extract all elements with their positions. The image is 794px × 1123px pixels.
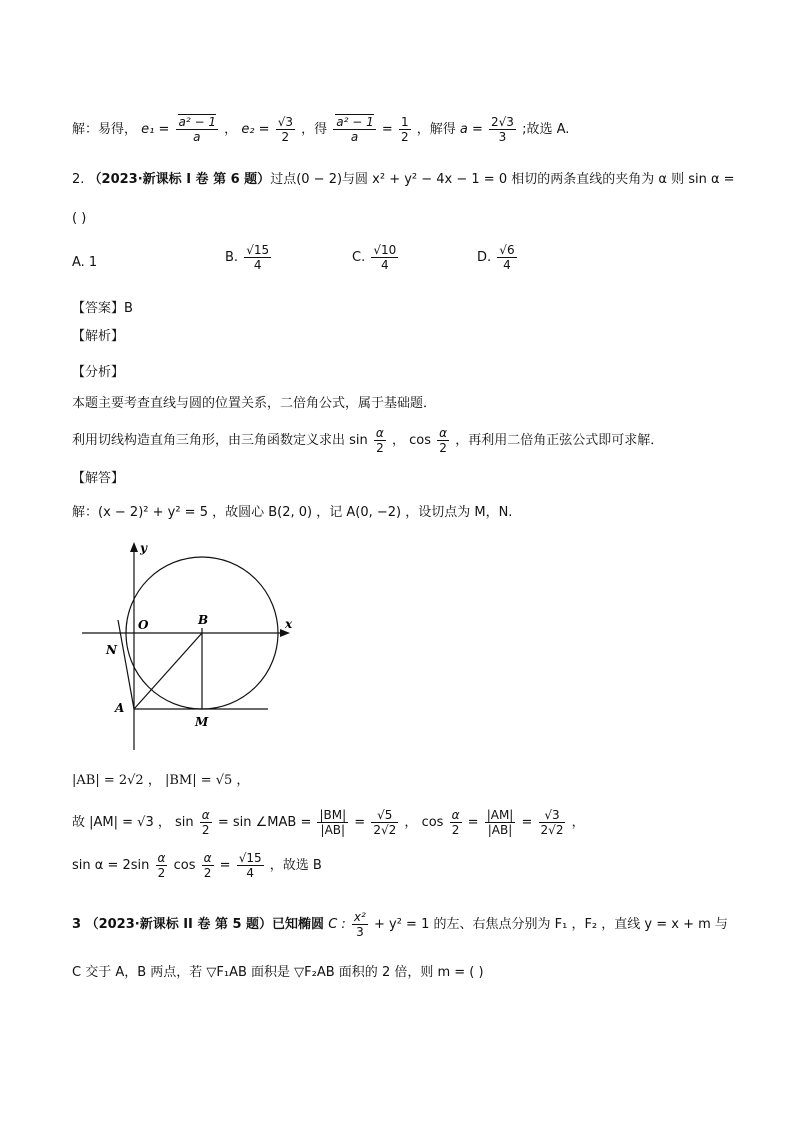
circle-tangent-figure: [78, 540, 308, 755]
text: ，: [224, 122, 238, 137]
label-y: y: [140, 541, 147, 555]
fraction: $\frac{√3}{2}$: [277, 115, 293, 144]
jieda-heading: 【解答】: [72, 471, 125, 486]
option-d: D. $\frac{√6}{4}$: [477, 243, 515, 272]
e2-symbol: e₂ =: [241, 122, 270, 137]
equals: =: [381, 122, 393, 137]
sqrt: a² − 1: [178, 115, 217, 129]
question-2: [72, 170, 735, 190]
fenxi-line-1: 本题主要考查直线与圆的位置关系，二倍角公式，属于基础题．: [72, 396, 437, 411]
question-3-source: 3 （2023·新课标 II 卷 第 5 题）已知椭圆: [72, 917, 325, 932]
text: ，解得: [416, 122, 456, 137]
question-source: （2023·新课标 I 卷 第 6 题）: [88, 172, 271, 187]
option-c: C. $\frac{√10}{4}$: [352, 243, 397, 272]
jieda-line-1: 解：(x − 2)² + y² = 5 ，故圆心 B(2, 0) ，记 A(0, −2) ，设切点为 M，N.: [72, 505, 513, 520]
e1-symbol: e₁ =: [141, 122, 170, 137]
fraction: $\frac{\text{a² − 1}}{a}$: [176, 115, 218, 144]
y-arrow-icon: [130, 542, 138, 552]
question-text: 过点(0 − 2)与圆 x² + y² − 4x − 1 = 0 相切的两条直线的夹角为 α 则 sin α =: [270, 172, 735, 187]
length-line: |AB| = 2√2 ， |BM| = √5 ，: [72, 773, 250, 788]
answer: 【答案】B: [72, 301, 133, 316]
label-b: B: [198, 613, 209, 627]
fenxi-heading: 【分析】: [72, 365, 125, 380]
question-number: 2.: [72, 172, 85, 187]
fraction-half: $\frac{1}{2}$: [400, 115, 409, 144]
solution-line-1: [72, 115, 569, 144]
label-x: x: [285, 617, 293, 631]
label-m: M: [195, 715, 209, 729]
question-3-line-1: 3 （2023·新课标 II 卷 第 5 题）已知椭圆 C : $\frac{\text{x²}}{3}$ + y² = 1 的左、右焦点分别为 F₁ ，F₂ ，直线 y = x + m 与: [72, 910, 728, 939]
sin-half-line: 故 |AM| = √3 ， sin $\frac{\alpha}{2}$ = sin ∠MAB = $\frac{|BM|}{|AB|}$ = $\frac{√5}{2√2}$ ， cos $\frac{\alpha}{2}$ = $\frac{|AM|}{|AB|}$ = $\frac{√3}{2√2}$ ，: [72, 808, 585, 837]
label-o: O: [138, 618, 149, 632]
fraction-answer: $\frac{2√3}{3}$: [491, 115, 514, 144]
label-n: N: [106, 643, 117, 657]
text: ;故选 A.: [522, 122, 570, 137]
question-3-line-2: C 交于 A，B 两点，若 ▽F₁AB 面积是 ▽F₂AB 面积的 2 倍，则 m = ( ): [72, 965, 484, 980]
text: 解：易得，: [72, 122, 138, 137]
analysis-heading: 【解析】: [72, 329, 125, 344]
sin-alpha-line: sin α = 2sin $\frac{\alpha}{2}$ cos $\frac{\alpha}{2}$ = $\frac{√15}{4}$ ，故选 B: [72, 851, 322, 880]
sin: sin: [349, 433, 368, 448]
option-a: A. 1: [72, 255, 98, 270]
a-symbol: a =: [459, 122, 483, 137]
question-2-paren: ( ): [72, 211, 87, 226]
segment-ab: [134, 633, 202, 709]
question-2-options: [72, 243, 672, 287]
label-a: A: [115, 701, 125, 715]
option-b: B. $\frac{√15}{4}$: [225, 243, 270, 272]
fraction: $\frac{\text{a² − 1}}{a}$: [333, 115, 375, 144]
fenxi-line-2: 利用切线构造直角三角形，由三角函数定义求出 sin $\frac{\alpha}{2}$ ， cos $\frac{\alpha}{2}$ ，再利用二倍角正弦公式即可求解．: [72, 426, 664, 455]
text: ，得: [301, 122, 328, 137]
cos: cos: [409, 433, 432, 448]
